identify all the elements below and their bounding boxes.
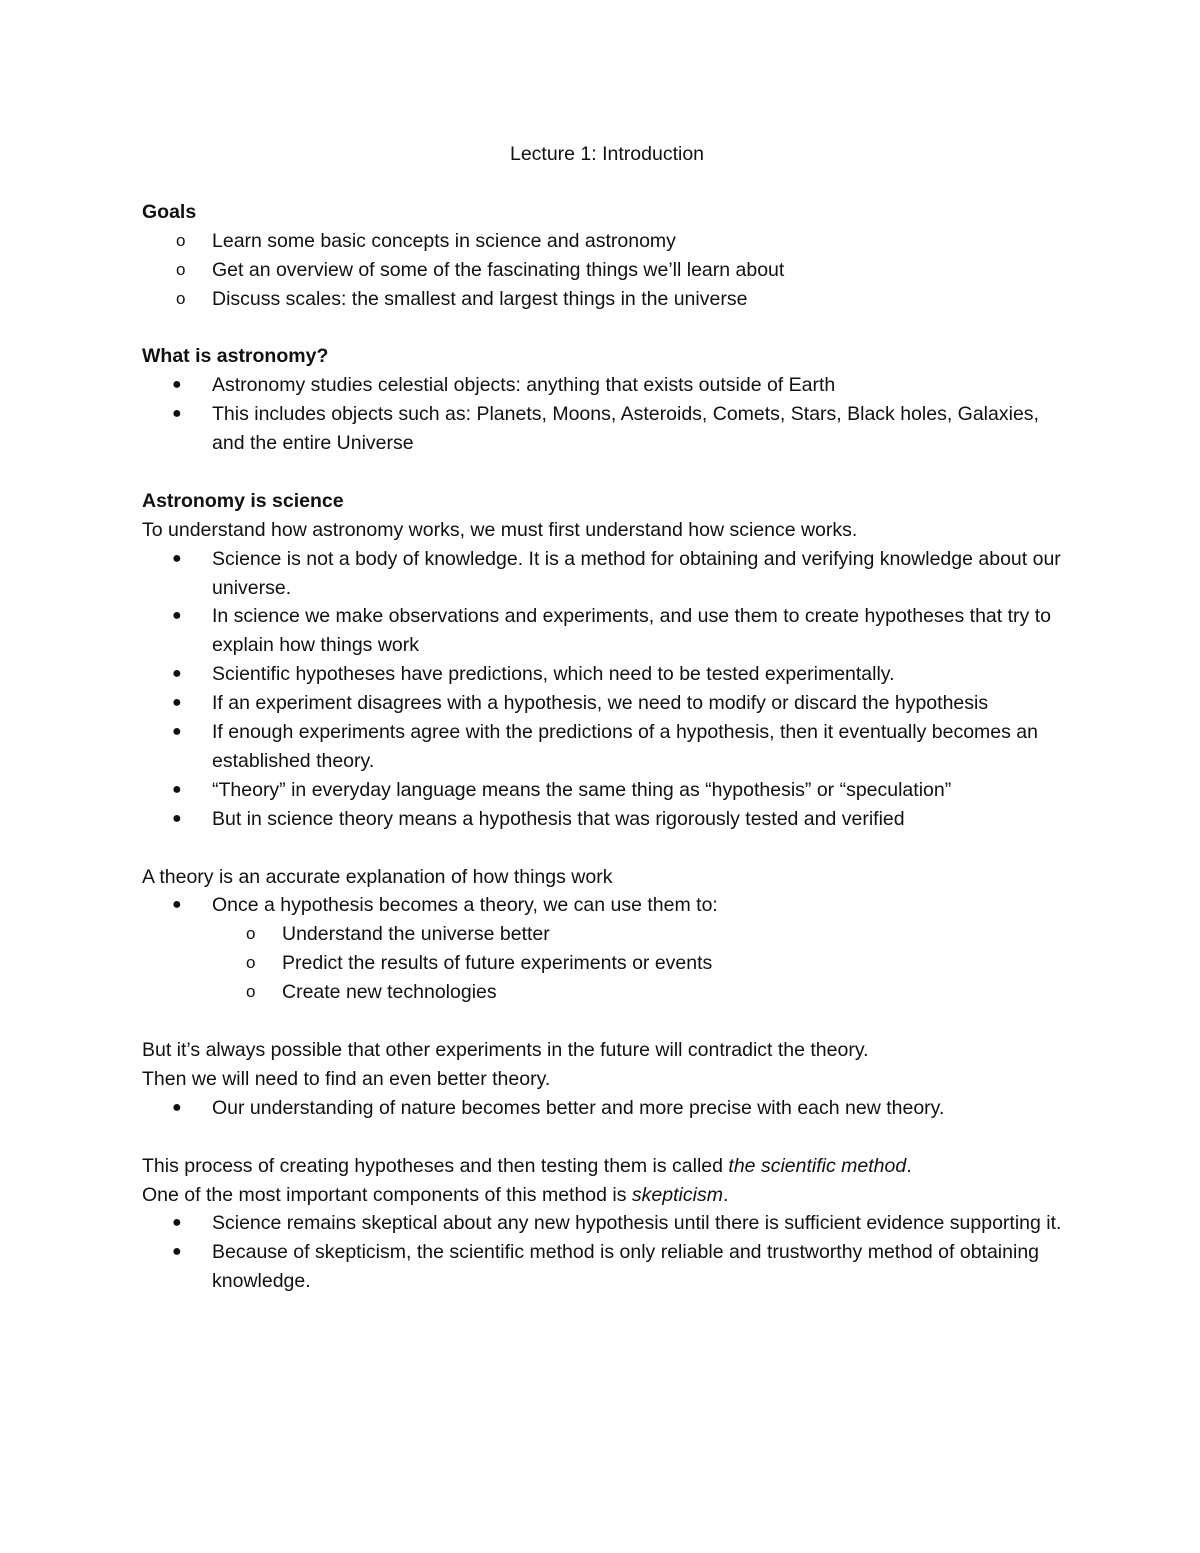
bullet-icon: ● (172, 723, 182, 741)
list-item: ● Because of skepticism, the scientific method is only reliable and trustworthy method of obtaining knowledge. (142, 1238, 1072, 1296)
goals-heading: Goals (142, 200, 197, 223)
list-item: ● Scientific hypotheses have predictions, which need to be tested experimentally. (142, 660, 1072, 689)
bullet-icon: ● (172, 376, 182, 394)
list-item: ● Our understanding of nature becomes better and more precise with each new theory. (142, 1094, 1072, 1123)
bullet-icon: ● (172, 780, 182, 798)
science-intro: To understand how astronomy works, we must first understand how science works. (142, 518, 858, 541)
goals-list (142, 227, 1072, 314)
list-item: ● If enough experiments agree with the predictions of a hypothesis, then it eventually becomes an established theory. (142, 718, 1072, 776)
list-item: ● “Theory” in everyday language means the same thing as “hypothesis” or “speculation” (142, 776, 1072, 805)
bullet-icon: ● (172, 405, 182, 423)
skepticism-term: skepticism (631, 1183, 723, 1206)
method-line-2: One of the most important components of this method is skepticism. (142, 1183, 729, 1206)
theory-intro: A theory is an accurate explanation of how things work (142, 865, 613, 888)
bullet-icon: ● (172, 549, 182, 567)
list-item: ● Astronomy studies celestial objects: anything that exists outside of Earth (142, 371, 1072, 400)
method-line-1: This process of creating hypotheses and then testing them is called the scientific method. (142, 1154, 912, 1177)
astronomy-is-science-heading: Astronomy is science (142, 489, 344, 512)
circle-bullet-icon: o (246, 924, 256, 944)
circle-bullet-icon: o (176, 230, 186, 250)
list-item: o Discuss scales: the smallest and largest things in the universe (142, 285, 1072, 314)
spacer (142, 313, 1072, 342)
future-list (142, 1094, 1072, 1123)
list-item: o Learn some basic concepts in science and astronomy (142, 227, 1072, 256)
page-title: Lecture 1: Introduction (509, 143, 705, 165)
document-page (142, 140, 1072, 1296)
list-item: ● Science remains skeptical about any new hypothesis until there is sufficient evidence supporting it. (142, 1209, 1072, 1238)
spacer (142, 834, 1072, 863)
bullet-icon: ● (172, 809, 182, 827)
list-item: ● But in science theory means a hypothesis that was rigorously tested and verified (142, 805, 1072, 834)
bullet-icon: ● (172, 694, 182, 712)
bullet-icon: ● (172, 896, 182, 914)
science-list (142, 545, 1072, 834)
spacer (142, 1123, 1072, 1152)
circle-bullet-icon: o (246, 982, 256, 1002)
spacer (142, 1007, 1072, 1036)
what-is-astronomy-heading: What is astronomy? (142, 345, 329, 368)
circle-bullet-icon: o (176, 288, 186, 308)
bullet-icon: ● (172, 1098, 182, 1116)
spacer (142, 169, 1072, 198)
scientific-method-term: the scientific method (728, 1154, 907, 1177)
spacer (142, 458, 1072, 487)
list-item: ● Science is not a body of knowledge. It is a method for obtaining and verifying knowledge about our universe. (142, 545, 1072, 603)
bullet-icon: ● (172, 607, 182, 625)
list-item: ● If an experiment disagrees with a hypothesis, we need to modify or discard the hypothesis (142, 689, 1072, 718)
theory-list (142, 891, 1072, 920)
bullet-icon: ● (172, 1243, 182, 1261)
future-line-2: Then we will need to find an even better theory. (142, 1067, 551, 1090)
method-list (142, 1209, 1072, 1296)
bullet-icon: ● (172, 1214, 182, 1232)
list-item: o Understand the universe better (142, 920, 1072, 949)
circle-bullet-icon: o (246, 953, 256, 973)
list-item: ● In science we make observations and experiments, and use them to create hypotheses that try to explain how things work (142, 602, 1072, 660)
future-line-1: But it’s always possible that other experiments in the future will contradict the theory. (142, 1039, 869, 1061)
circle-bullet-icon: o (176, 259, 186, 279)
list-item: ● This includes objects such as: Planets, Moons, Asteroids, Comets, Stars, Black holes, Galaxies, and the entire Universe (142, 400, 1072, 458)
theory-sub-list (142, 920, 1072, 1007)
what-is-list (142, 371, 1072, 458)
list-item: o Predict the results of future experiments or events (142, 949, 1072, 978)
bullet-icon: ● (172, 665, 182, 683)
list-item: o Get an overview of some of the fascinating things we’ll learn about (142, 256, 1072, 285)
list-item: ● Once a hypothesis becomes a theory, we can use them to: (142, 891, 1072, 920)
list-item: o Create new technologies (142, 978, 1072, 1007)
